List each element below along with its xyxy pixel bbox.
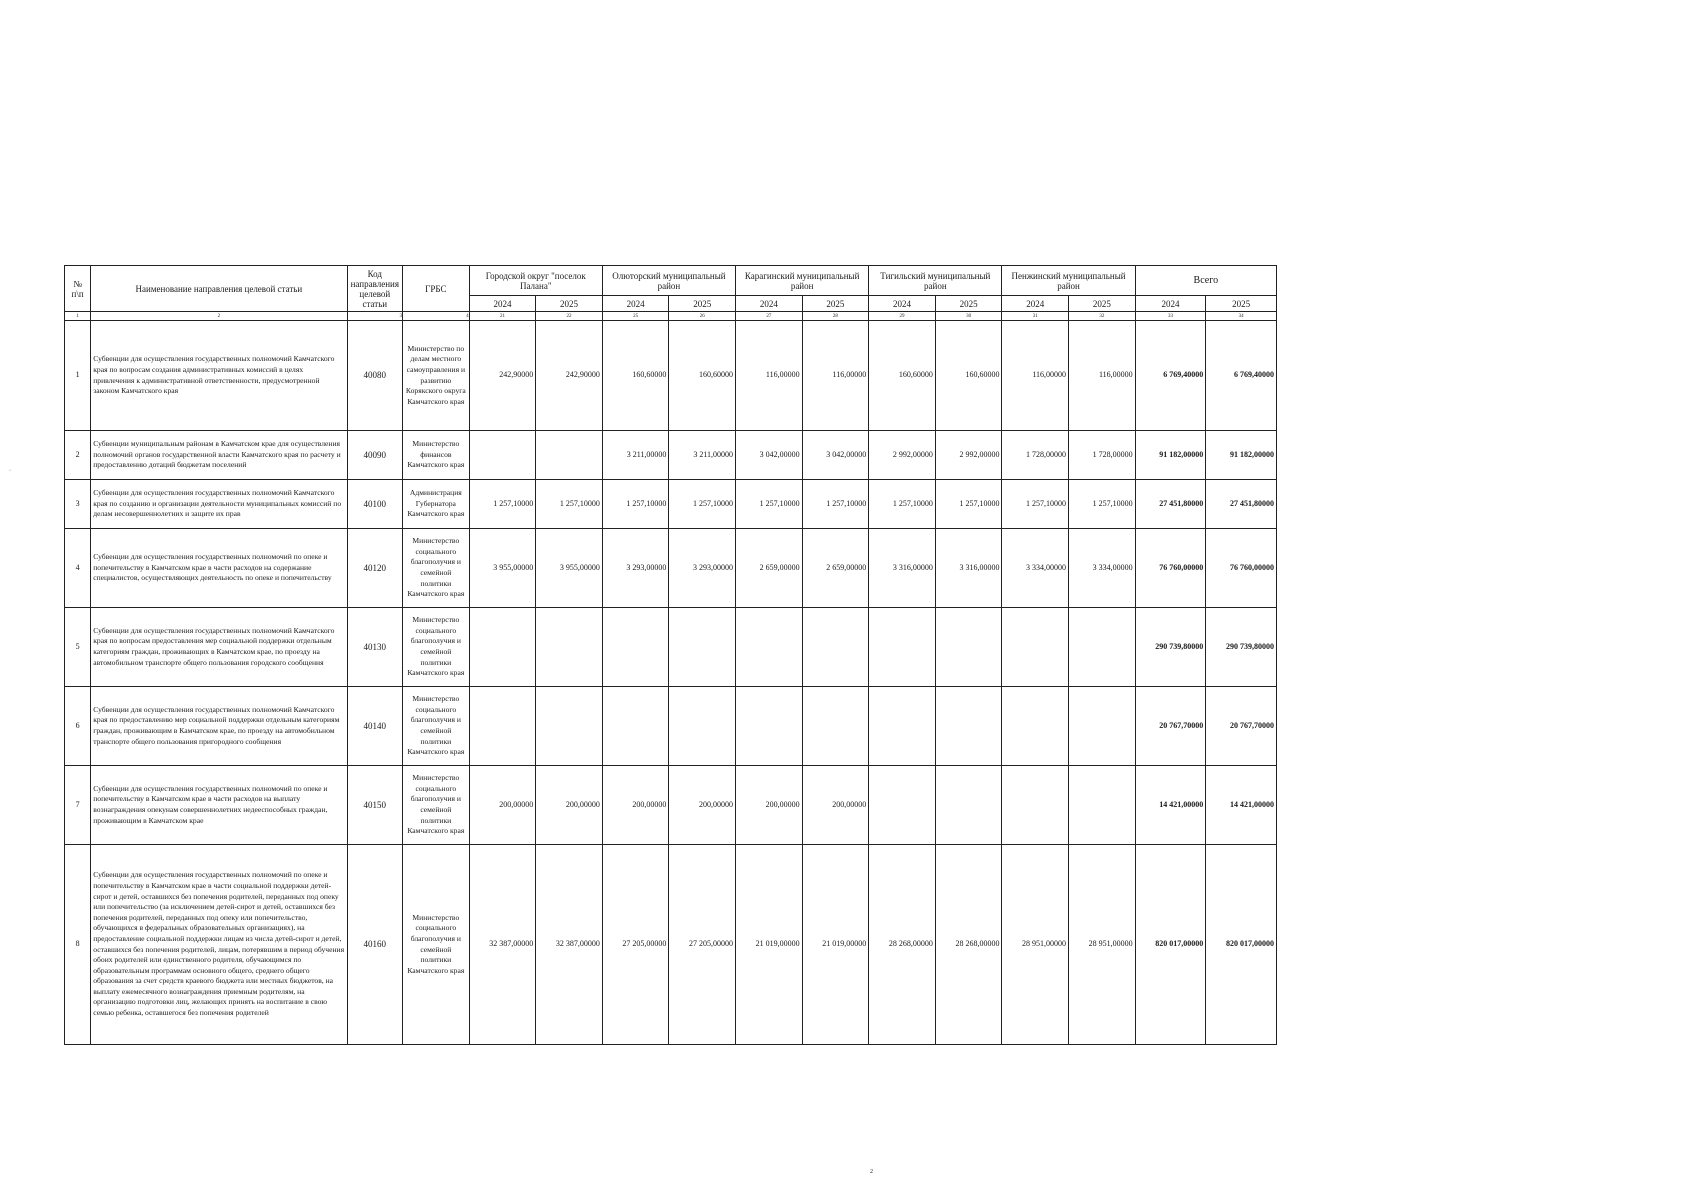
table-row bbox=[65, 766, 1277, 845]
total-value-cell: 820 017,00000 bbox=[1206, 845, 1277, 1045]
column-number: 32 bbox=[1069, 312, 1136, 321]
value-cell: 200,00000 bbox=[802, 766, 869, 845]
total-value-cell: 14 421,00000 bbox=[1206, 766, 1277, 845]
row-grbs: Министерство финансов Камчатского края bbox=[403, 431, 470, 480]
year-header: 2024 bbox=[469, 296, 536, 312]
row-code: 40100 bbox=[347, 480, 403, 529]
value-cell: 200,00000 bbox=[602, 766, 669, 845]
total-value-cell: 290 739,80000 bbox=[1135, 608, 1206, 687]
value-cell bbox=[736, 687, 803, 766]
value-cell: 3 316,00000 bbox=[935, 529, 1002, 608]
row-grbs: Министерство социального благополучия и семейной политики Камчатского края bbox=[403, 845, 470, 1045]
column-number: 28 bbox=[802, 312, 869, 321]
value-cell: 2 659,00000 bbox=[802, 529, 869, 608]
column-number-row bbox=[65, 312, 1277, 321]
value-cell: 21 019,00000 bbox=[802, 845, 869, 1045]
year-header: 2025 bbox=[669, 296, 736, 312]
value-cell: 1 257,10000 bbox=[935, 480, 1002, 529]
column-number: 1 bbox=[65, 312, 91, 321]
value-cell bbox=[1002, 608, 1069, 687]
value-cell: 116,00000 bbox=[1069, 321, 1136, 431]
value-cell: 200,00000 bbox=[469, 766, 536, 845]
row-name: Субвенции муниципальным районам в Камчатском крае для осуществления полномочий органов государственной власти Камчатского края по расчету и предоставлению дотаций бюджетам поселений bbox=[91, 431, 347, 480]
value-cell: 3 042,00000 bbox=[802, 431, 869, 480]
value-cell: 28 951,00000 bbox=[1069, 845, 1136, 1045]
value-cell bbox=[869, 687, 936, 766]
header-grbs: ГРБС bbox=[403, 266, 470, 312]
table-row bbox=[65, 529, 1277, 608]
header-group-penzhinsky: Пенжинский муниципальный район bbox=[1002, 266, 1135, 296]
value-cell: 3 293,00000 bbox=[669, 529, 736, 608]
value-cell bbox=[536, 431, 603, 480]
value-cell bbox=[802, 608, 869, 687]
total-value-cell: 91 182,00000 bbox=[1206, 431, 1277, 480]
header-group-olyutorsky: Олюторский муниципальный район bbox=[602, 266, 735, 296]
header-code: Код направления целевой статьи bbox=[347, 266, 403, 312]
row-grbs: Министерство социального благополучия и семейной политики Камчатского края bbox=[403, 766, 470, 845]
value-cell: 1 257,10000 bbox=[1069, 480, 1136, 529]
value-cell: 3 955,00000 bbox=[536, 529, 603, 608]
value-cell: 160,60000 bbox=[602, 321, 669, 431]
total-value-cell: 27 451,80000 bbox=[1206, 480, 1277, 529]
row-name: Субвенции для осуществления государственных полномочий по опеке и попечительству в Камчатском крае в части расходов на содержание специалистов, осуществляющих деятельность по опеке и попечительству bbox=[91, 529, 347, 608]
value-cell bbox=[1069, 687, 1136, 766]
value-cell: 1 257,10000 bbox=[869, 480, 936, 529]
value-cell: 2 659,00000 bbox=[736, 529, 803, 608]
value-cell: 28 951,00000 bbox=[1002, 845, 1069, 1045]
table-row bbox=[65, 845, 1277, 1045]
header-group-tigilsky: Тигильский муниципальный район bbox=[869, 266, 1002, 296]
value-cell: 1 257,10000 bbox=[602, 480, 669, 529]
table-row bbox=[65, 431, 1277, 480]
value-cell bbox=[602, 608, 669, 687]
row-grbs: Министерство социального благополучия и семейной политики Камчатского края bbox=[403, 687, 470, 766]
value-cell: 3 316,00000 bbox=[869, 529, 936, 608]
row-name: Субвенции для осуществления государственных полномочий Камчатского края по вопросам предоставления мер социальной поддержки отдельным категориям граждан, проживающих в Камчатском крае, по проезду на автомобильном транспорте общего пользования городского сообщения bbox=[91, 608, 347, 687]
row-grbs: Администрация Губернатора Камчатского края bbox=[403, 480, 470, 529]
total-value-cell: 76 760,00000 bbox=[1206, 529, 1277, 608]
column-number: 21 bbox=[469, 312, 536, 321]
column-number: 31 bbox=[1002, 312, 1069, 321]
row-code: 40080 bbox=[347, 321, 403, 431]
total-value-cell: 27 451,80000 bbox=[1135, 480, 1206, 529]
row-name: Субвенции для осуществления государственных полномочий Камчатского края по вопросам создания административных комиссий в целях привлечения к административной ответственности, предусмотренной законом Камчатского края bbox=[91, 321, 347, 431]
total-value-cell: 14 421,00000 bbox=[1135, 766, 1206, 845]
header-num: № п\п bbox=[65, 266, 91, 312]
page-number: 2 bbox=[870, 1169, 873, 1175]
row-code: 40140 bbox=[347, 687, 403, 766]
row-name: Субвенции для осуществления государственных полномочий по опеке и попечительству в Камчатском крае в части расходов на выплату вознаграждения опекунам совершеннолетних недееспособных граждан, проживающим в Камчатском крае bbox=[91, 766, 347, 845]
row-code: 40150 bbox=[347, 766, 403, 845]
year-header: 2025 bbox=[536, 296, 603, 312]
column-number: 27 bbox=[736, 312, 803, 321]
value-cell: 160,60000 bbox=[669, 321, 736, 431]
total-value-cell: 20 767,70000 bbox=[1135, 687, 1206, 766]
value-cell: 3 042,00000 bbox=[736, 431, 803, 480]
value-cell: 32 387,00000 bbox=[469, 845, 536, 1045]
header-group-total: Всего bbox=[1135, 266, 1276, 296]
row-grbs: Министерство по делам местного самоуправления и развитию Корякского округа Камчатского края bbox=[403, 321, 470, 431]
value-cell: 3 955,00000 bbox=[469, 529, 536, 608]
row-number: 6 bbox=[65, 687, 91, 766]
year-header: 2025 bbox=[935, 296, 1002, 312]
year-header: 2025 bbox=[802, 296, 869, 312]
value-cell bbox=[669, 608, 736, 687]
value-cell bbox=[935, 766, 1002, 845]
value-cell bbox=[869, 608, 936, 687]
table-row bbox=[65, 480, 1277, 529]
year-header: 2024 bbox=[736, 296, 803, 312]
table-body bbox=[65, 312, 1277, 1045]
value-cell: 28 268,00000 bbox=[935, 845, 1002, 1045]
total-value-cell: 91 182,00000 bbox=[1135, 431, 1206, 480]
value-cell: 3 211,00000 bbox=[669, 431, 736, 480]
value-cell: 1 728,00000 bbox=[1069, 431, 1136, 480]
value-cell: 2 992,00000 bbox=[935, 431, 1002, 480]
value-cell: 160,60000 bbox=[869, 321, 936, 431]
column-number: 34 bbox=[1206, 312, 1277, 321]
column-number: 2 bbox=[91, 312, 347, 321]
column-number: 26 bbox=[669, 312, 736, 321]
value-cell: 3 211,00000 bbox=[602, 431, 669, 480]
value-cell: 32 387,00000 bbox=[536, 845, 603, 1045]
value-cell: 3 293,00000 bbox=[602, 529, 669, 608]
value-cell bbox=[935, 687, 1002, 766]
row-name: Субвенции для осуществления государственных полномочий Камчатского края по созданию и организации деятельности муниципальных комиссий по делам несовершеннолетних и защите их прав bbox=[91, 480, 347, 529]
table-row bbox=[65, 608, 1277, 687]
year-header: 2024 bbox=[1135, 296, 1206, 312]
header-group-karaginsky: Карагинский муниципальный район bbox=[736, 266, 869, 296]
value-cell bbox=[469, 608, 536, 687]
value-cell: 3 334,00000 bbox=[1002, 529, 1069, 608]
value-cell: 1 728,00000 bbox=[1002, 431, 1069, 480]
value-cell: 200,00000 bbox=[736, 766, 803, 845]
column-number: 29 bbox=[869, 312, 936, 321]
row-grbs: Министерство социального благополучия и семейной политики Камчатского края bbox=[403, 529, 470, 608]
column-number: 4 bbox=[403, 312, 470, 321]
year-header: 2024 bbox=[869, 296, 936, 312]
value-cell bbox=[602, 687, 669, 766]
value-cell: 1 257,10000 bbox=[669, 480, 736, 529]
table-row bbox=[65, 321, 1277, 431]
total-value-cell: 820 017,00000 bbox=[1135, 845, 1206, 1045]
row-grbs: Министерство социального благополучия и семейной политики Камчатского края bbox=[403, 608, 470, 687]
header-name: Наименование направления целевой статьи bbox=[91, 266, 347, 312]
year-header: 2024 bbox=[1002, 296, 1069, 312]
year-header: 2024 bbox=[602, 296, 669, 312]
column-number: 33 bbox=[1135, 312, 1206, 321]
row-code: 40130 bbox=[347, 608, 403, 687]
scan-speck: · bbox=[9, 468, 11, 474]
row-name: Субвенции для осуществления государственных полномочий Камчатского края по предоставлению мер социальной поддержки отдельным категориям граждан, проживающим в Камчатском крае, по проезду на автомобильном транспорте общего пользования пригородного сообщения bbox=[91, 687, 347, 766]
value-cell bbox=[536, 608, 603, 687]
value-cell: 1 257,10000 bbox=[802, 480, 869, 529]
table-row bbox=[65, 687, 1277, 766]
value-cell: 200,00000 bbox=[669, 766, 736, 845]
value-cell bbox=[736, 608, 803, 687]
value-cell bbox=[669, 687, 736, 766]
row-code: 40160 bbox=[347, 845, 403, 1045]
value-cell: 116,00000 bbox=[736, 321, 803, 431]
year-header: 2025 bbox=[1069, 296, 1136, 312]
value-cell: 242,90000 bbox=[469, 321, 536, 431]
column-number: 3 bbox=[347, 312, 403, 321]
row-name: Субвенции для осуществления государственных полномочий по опеке и попечительству в Камчатском крае в части социальной поддержки детей-сирот и детей, оставшихся без попечения родителей, переданных под опеку или попечительство (за исключением детей-сирот и детей, оставшихся без попечения родителей, переданных под опеку или попечительство, обучающихся в федеральных образовательных организациях), на предоставление социальной поддержки лицам из числа детей-сирот и детей, оставшихся без попечения родителей, лицам, потерявшим в период обучения обоих родителей или единственного родителя, обучающимся по образовательным программам основного общего, среднего общего образования за счет средств краевого бюджета или местных бюджетов, на выплату ежемесячного вознаграждения приемным родителям, на организацию подготовки лиц, желающих принять на воспитание в свою семью ребенка, оставшегося без попечения родителей bbox=[91, 845, 347, 1045]
total-value-cell: 290 739,80000 bbox=[1206, 608, 1277, 687]
value-cell: 1 257,10000 bbox=[736, 480, 803, 529]
total-value-cell: 76 760,00000 bbox=[1135, 529, 1206, 608]
subventions-table bbox=[64, 265, 1277, 1045]
value-cell bbox=[1069, 766, 1136, 845]
value-cell: 1 257,10000 bbox=[536, 480, 603, 529]
value-cell: 21 019,00000 bbox=[736, 845, 803, 1045]
column-number: 30 bbox=[935, 312, 1002, 321]
row-number: 2 bbox=[65, 431, 91, 480]
value-cell bbox=[1002, 766, 1069, 845]
row-code: 40120 bbox=[347, 529, 403, 608]
value-cell: 200,00000 bbox=[536, 766, 603, 845]
total-value-cell: 20 767,70000 bbox=[1206, 687, 1277, 766]
row-code: 40090 bbox=[347, 431, 403, 480]
value-cell bbox=[469, 687, 536, 766]
value-cell: 116,00000 bbox=[802, 321, 869, 431]
row-number: 5 bbox=[65, 608, 91, 687]
value-cell bbox=[1002, 687, 1069, 766]
column-number: 22 bbox=[536, 312, 603, 321]
value-cell: 160,60000 bbox=[935, 321, 1002, 431]
value-cell bbox=[935, 608, 1002, 687]
value-cell bbox=[1069, 608, 1136, 687]
header-group-palana: Городской округ "поселок Палана" bbox=[469, 266, 602, 296]
row-number: 4 bbox=[65, 529, 91, 608]
total-value-cell: 6 769,40000 bbox=[1206, 321, 1277, 431]
value-cell: 1 257,10000 bbox=[1002, 480, 1069, 529]
value-cell bbox=[536, 687, 603, 766]
value-cell: 27 205,00000 bbox=[669, 845, 736, 1045]
value-cell: 27 205,00000 bbox=[602, 845, 669, 1045]
value-cell: 28 268,00000 bbox=[869, 845, 936, 1045]
value-cell bbox=[469, 431, 536, 480]
value-cell: 1 257,10000 bbox=[469, 480, 536, 529]
year-header: 2025 bbox=[1206, 296, 1277, 312]
value-cell bbox=[869, 766, 936, 845]
value-cell: 2 992,00000 bbox=[869, 431, 936, 480]
row-number: 8 bbox=[65, 845, 91, 1045]
value-cell: 3 334,00000 bbox=[1069, 529, 1136, 608]
total-value-cell: 6 769,40000 bbox=[1135, 321, 1206, 431]
value-cell: 116,00000 bbox=[1002, 321, 1069, 431]
row-number: 7 bbox=[65, 766, 91, 845]
row-number: 3 bbox=[65, 480, 91, 529]
row-number: 1 bbox=[65, 321, 91, 431]
value-cell bbox=[802, 687, 869, 766]
value-cell: 242,90000 bbox=[536, 321, 603, 431]
column-number: 25 bbox=[602, 312, 669, 321]
